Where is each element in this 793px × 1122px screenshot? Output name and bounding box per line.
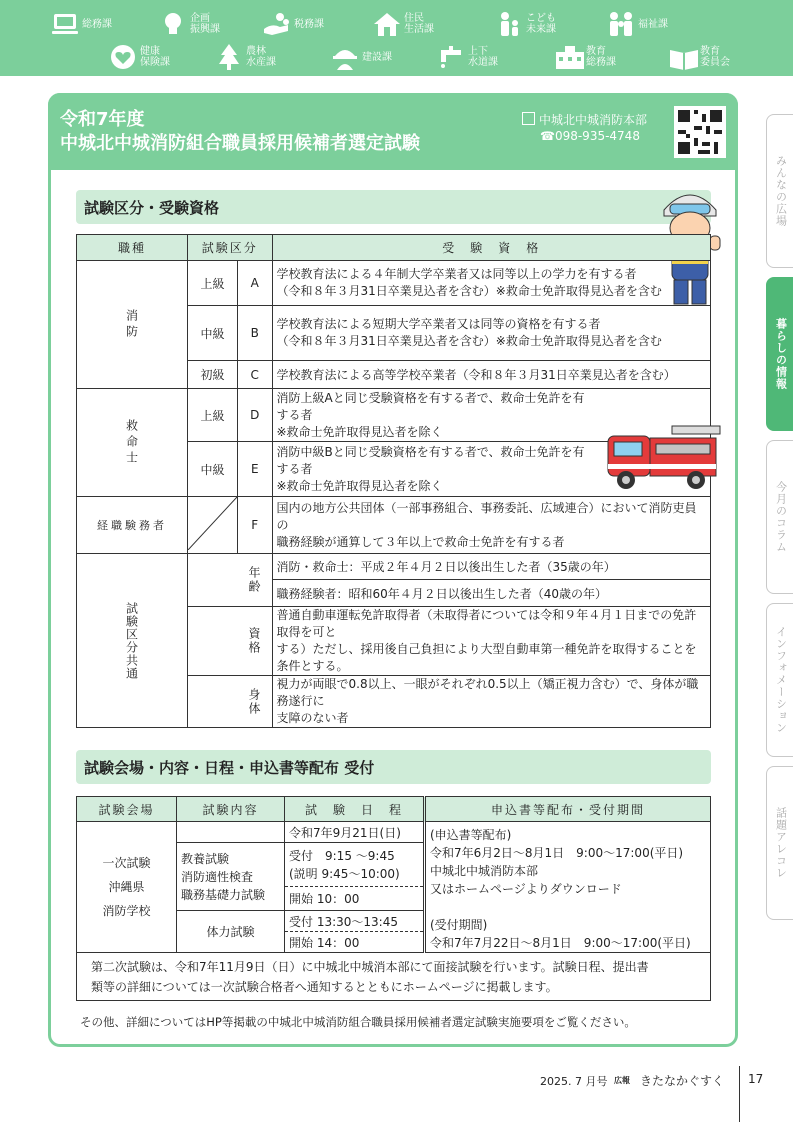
code-d: D xyxy=(238,389,273,442)
book-icon xyxy=(668,44,698,70)
level-d: 上級 xyxy=(188,389,238,442)
nav-item-kyoiku-soumu[interactable]: 教育 総務課 xyxy=(554,44,616,70)
body-rule: 視力が両眼で0.8以上、一眼がそれぞれ0.5以上（矯正視力含む）で、身体が職務遂行に 支障のない者 xyxy=(272,676,711,728)
nav-item-kodomo[interactable]: こども 未来課 xyxy=(494,11,556,37)
nav-item-zeimu[interactable]: 税務課 xyxy=(262,11,324,37)
col-header-qualification: 受 験 資 格 xyxy=(272,235,711,261)
venue-cell: 一次試験 沖縄県 消防学校 xyxy=(77,822,177,953)
tree-icon xyxy=(214,44,244,70)
hand-coins-icon xyxy=(262,11,292,37)
schedule-table xyxy=(76,796,711,1001)
qual-c: 学校教育法による高等学校卒業者（令和８年３月31日卒業見込者を含む） xyxy=(272,361,711,389)
family-icon xyxy=(606,11,636,37)
side-tab-information[interactable]: インフォメーション xyxy=(766,603,793,757)
age-label: 年齢 xyxy=(238,554,273,607)
nav-item-kenko[interactable]: 健康 保険課 xyxy=(108,44,170,70)
job-kyumeishi: 救命士 xyxy=(77,389,188,497)
col-header-application: 申込書等配布・受付期間 xyxy=(425,797,711,822)
col-header-content: 試験内容 xyxy=(177,797,285,822)
col-header-schedule: 試 験 日 程 xyxy=(285,797,425,822)
content-physical: 体力試験 xyxy=(177,911,285,953)
helmet-icon xyxy=(330,44,360,70)
code-f: F xyxy=(238,497,273,554)
side-tab-minna[interactable]: みんなの広場 xyxy=(766,114,793,268)
qual-a: 学校教育法による４年制大学卒業者又は同等以上の学力を有する者 （令和８年３月31日卒業見込者を含む）※救命士免許取得見込者を含む xyxy=(272,261,711,306)
computer-icon xyxy=(50,11,80,37)
magazine-name: きたなかぐすく xyxy=(640,1074,725,1088)
content-written: 教養試験 消防適性検査 職務基礎力試験 xyxy=(177,843,285,911)
side-tab-wadai[interactable]: 話題アレコレ xyxy=(766,766,793,920)
heart-icon xyxy=(108,44,138,70)
col-header-job: 職種 xyxy=(77,235,188,261)
application-info: (申込書等配布) 令和7年6月2日～8月1日 9:00～17:00(平日) 中城北中城消防本部 又はホームページよりダウンロード (受付期間) 令和7年7月22日～8月1日 9:00～17:00(平日) xyxy=(425,822,711,953)
page-number: 17 xyxy=(748,1072,764,1086)
nav-item-fukushi[interactable]: 福祉課 xyxy=(606,11,668,37)
footer-divider xyxy=(739,1066,740,1122)
code-b: B xyxy=(238,306,273,361)
nav-item-soumu[interactable]: 総務課 xyxy=(50,11,112,37)
exam-date: 令和7年9月21日(日) xyxy=(285,822,425,843)
license-rule: 普通自動車運転免許取得者（未取得者については令和９年４月１日までの免許取得を可と する）ただし、採用後自己負担により大型自動車第一種免許を取得することを条件とする。 xyxy=(272,607,711,676)
nav-item-jumin[interactable]: 住民 生活課 xyxy=(372,11,434,37)
level-c: 初級 xyxy=(188,361,238,389)
fire-truck-illustration xyxy=(604,418,724,496)
section-heading-qualifications: 試験区分・受験資格 xyxy=(76,190,711,224)
job-kyoutsu: 試験区分共通 xyxy=(77,554,188,728)
code-c: C xyxy=(238,361,273,389)
qual-e: 消防中級Bと同じ受験資格を有する者で、救命士免許を有する者 ※救命士免許取得見込者を除く xyxy=(272,442,711,497)
level-b: 中級 xyxy=(188,306,238,361)
section-heading-schedule: 試験会場・内容・日程・申込書等配布 受付 xyxy=(76,750,711,784)
footnote: その他、詳細についてはHP等掲載の中城北中城消防組合職員採用候補者選定試験実施要項をご覧ください。 xyxy=(80,1015,636,1029)
body-label: 身体 xyxy=(238,676,273,728)
side-tab-kurashi[interactable]: 暮らしの情報 xyxy=(766,277,793,431)
qual-b: 学校教育法による短期大学卒業者又は同等の資格を有する者 （令和８年３月31日卒業見込者を含む）※救命士免許取得見込者を含む xyxy=(272,306,711,361)
age-rule-1: 消防・救命士：平成２年４月２日以後出生した者（35歳の年） xyxy=(272,554,711,580)
start-physical: 開始 14：00 xyxy=(285,932,425,953)
school-icon xyxy=(554,44,584,70)
issue-label: 2025. 7 月号 xyxy=(540,1075,608,1088)
qual-f: 国内の地方公共団体（一部事務組合、事務委託、広域連合）において消防吏員の 職務経験が通算して３年以上で救命士免許を有する者 xyxy=(272,497,711,554)
schedule-physical: 受付 13:30～13:45 xyxy=(285,911,425,932)
nav-item-kensetsu[interactable]: 建設課 xyxy=(330,44,392,70)
nav-item-kikaku[interactable]: 企画 振興課 xyxy=(158,11,220,37)
col-header-venue: 試験会場 xyxy=(77,797,177,822)
job-keiken: 経職験務者 xyxy=(77,497,188,554)
nav-item-suido[interactable]: 上下 水道課 xyxy=(436,44,498,70)
side-tab-column[interactable]: 今月のコラム xyxy=(766,440,793,594)
level-a: 上級 xyxy=(188,261,238,306)
start-written: 開始 10：00 xyxy=(285,887,425,911)
building-icon xyxy=(522,112,535,125)
level-e: 中級 xyxy=(188,442,238,497)
lightbulb-icon xyxy=(158,11,188,37)
code-a: A xyxy=(238,261,273,306)
nav-item-norin[interactable]: 農林 水産課 xyxy=(214,44,276,70)
col-header-category: 試験区分 xyxy=(188,235,273,261)
faucet-icon xyxy=(436,44,466,70)
nav-item-kyoiku-iinkai[interactable]: 教育 委員会 xyxy=(668,44,730,70)
diagonal-cell xyxy=(188,497,238,554)
parent-child-icon xyxy=(494,11,524,37)
qr-code[interactable] xyxy=(674,106,726,158)
house-icon xyxy=(372,11,402,37)
contact-info: 中城北中城消防本部 ☎098-935-4748 xyxy=(522,112,647,144)
qual-d: 消防上級Aと同じ受験資格を有する者で、救命士免許を有する者 ※救命士免許取得見込者を除く xyxy=(272,389,711,442)
magazine-label-small: 広報 xyxy=(614,1076,630,1085)
license-label: 資格 xyxy=(238,607,273,676)
code-e: E xyxy=(238,442,273,497)
job-shoubou: 消防 xyxy=(77,261,188,389)
page-title: 令和7年度 中城北中城消防組合職員採用候補者選定試験 xyxy=(60,109,420,154)
schedule-written: 受付 9:15 ～9:45 (説明 9:45～10:00) xyxy=(285,843,425,887)
second-exam-note: 第二次試験は、令和7年11月9日（日）に中城北中城消本部にて面接試験を行います。試験日程、提出書 類等の詳細については一次試験合格者へ通知するとともにホームページに掲載します。 xyxy=(77,953,711,1001)
age-rule-2: 職務経験者：昭和60年４月２日以後出生した者（40歳の年） xyxy=(272,580,711,607)
